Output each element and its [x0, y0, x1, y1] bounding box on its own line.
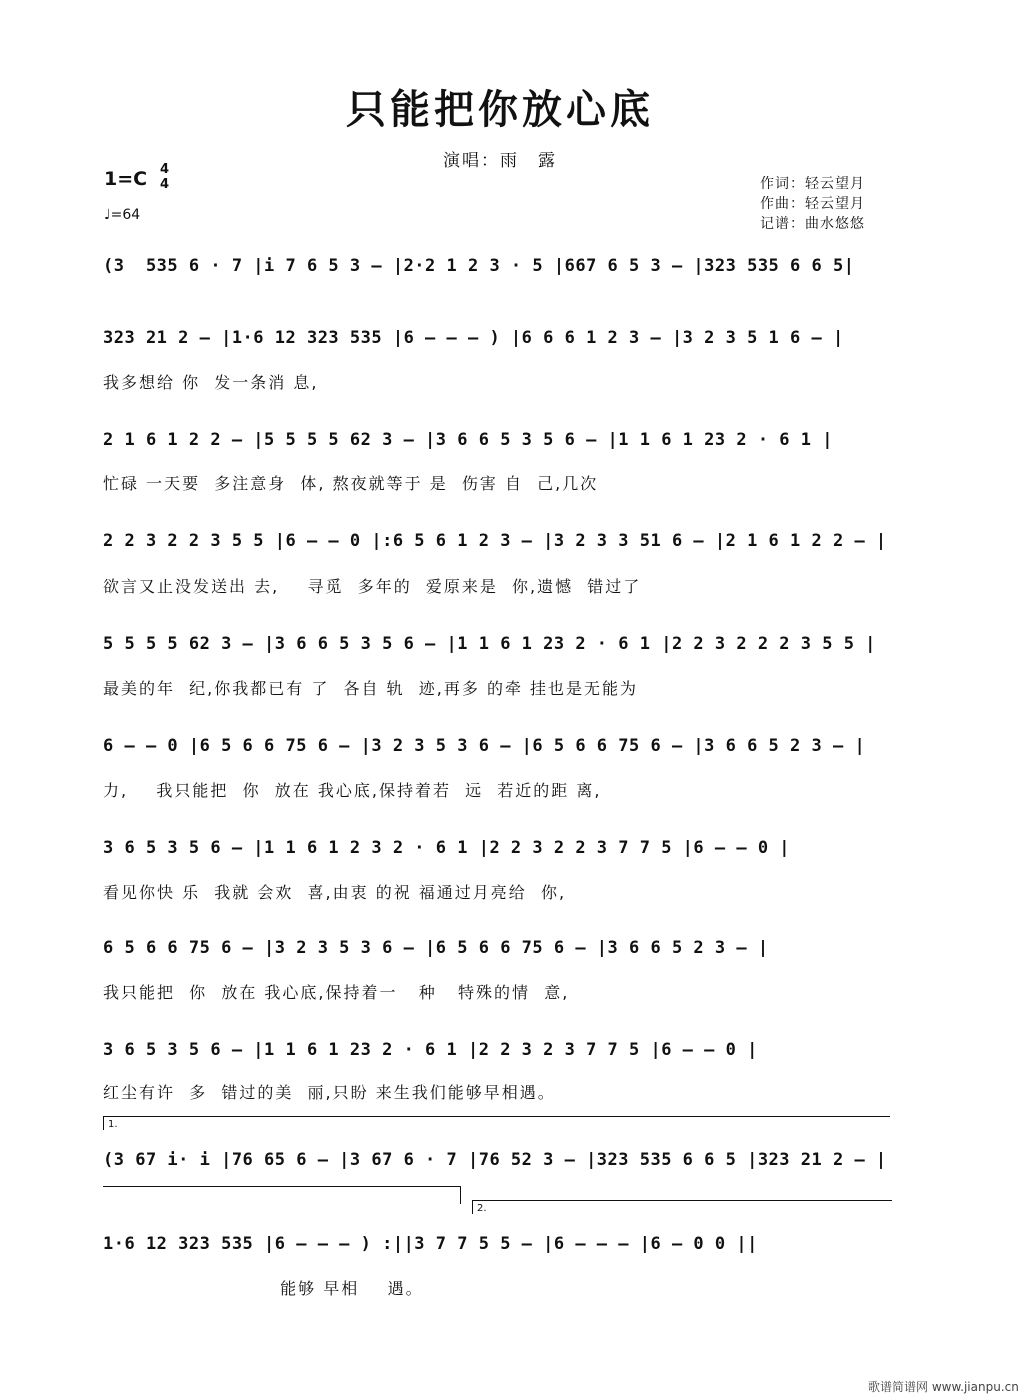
notation-line-5: 5 5 5 5 62 3 – |3 6 6 5 3 5 6 – |1 1 6 1 23 2 · 6 1 |2 2 3 2 2 2 3 5 5 | — [103, 634, 876, 654]
volta-2-tick — [472, 1200, 473, 1214]
volta-1-continuation — [103, 1186, 460, 1187]
song-title: 只能把你放心底 — [346, 87, 654, 133]
credits-block — [760, 174, 865, 234]
notation-line-9: 3 6 5 3 5 6 – |1 1 6 1 23 2 · 6 1 |2 2 3 2 3 7 7 5 |6 – – 0 | — [103, 1040, 758, 1060]
transcriber-credit: 记谱：曲水悠悠 — [760, 216, 865, 232]
singer-credit: 演唱：雨 露 — [443, 151, 557, 171]
volta-1-tick — [103, 1116, 104, 1130]
notation-line-1: (3 535 6 · 7 |i 7 6 5 3 – |2·2 1 2 3 · 5 |667 6 5 3 – |323 535 6 6 5| — [103, 256, 855, 276]
volta-1-bracket — [103, 1116, 890, 1117]
volta-2-bracket — [472, 1200, 892, 1201]
notation-line-11: 1·6 12 323 535 |6 – – – ) :||3 7 7 5 5 – |6 – – – |6 – 0 0 || — [103, 1234, 758, 1254]
notation-line-2: 323 21 2 – |1·6 12 323 535 |6 – – – ) |6 6 6 1 2 3 – |3 2 3 5 1 6 – | — [103, 328, 844, 348]
volta-1-end-tick — [460, 1186, 461, 1204]
notation-line-10: (3 67 i· i |76 65 6 – |3 67 6 · 7 |76 52 3 – |323 535 6 6 5 |323 21 2 – | — [103, 1150, 887, 1170]
notation-line-3: 2 1 6 1 2 2 – |5 5 5 5 62 3 – |3 6 6 5 3 5 6 – |1 1 6 1 23 2 · 6 1 | — [103, 430, 833, 450]
lyric-line-7: 看见你快 乐 我就 会欢 喜,由衷 的祝 福通过月亮给 你, — [103, 883, 567, 902]
tempo-marking: ♩=64 — [104, 207, 141, 223]
notation-line-8: 6 5 6 6 75 6 – |3 2 3 5 3 6 – |6 5 6 6 75 6 – |3 6 6 5 2 3 – | — [103, 938, 769, 958]
lyric-line-5: 最美的年 纪,你我都已有 了 各自 轨 迹,再多 的牵 挂也是无能为 — [103, 679, 639, 698]
volta-2-label: 2. — [477, 1203, 487, 1214]
notation-line-6: 6 – – 0 |6 5 6 6 75 6 – |3 2 3 5 3 6 – |6 5 6 6 75 6 – |3 6 6 5 2 3 – | — [103, 736, 866, 756]
time-signature-bottom: 4 — [160, 177, 170, 192]
site-watermark: 歌谱简谱网 www.jianpu.cn — [868, 1380, 1019, 1394]
volta-1-label: 1. — [108, 1119, 118, 1130]
lyricist-credit: 作词：轻云望月 — [760, 176, 865, 192]
lyric-line-9: 红尘有许 多 错过的美 丽,只盼 来生我们能够早相遇。 — [103, 1083, 556, 1102]
lyric-line-6: 力, 我只能把 你 放在 我心底,保持着若 远 若近的距 离, — [103, 781, 602, 800]
lyric-line-2: 我多想给 你 发一条消 息, — [103, 373, 319, 392]
key-signature: 1=C — [104, 168, 148, 190]
notation-line-4: 2 2 3 2 2 3 5 5 |6 – – 0 |:6 5 6 1 2 3 – |3 2 3 3 51 6 – |2 1 6 1 2 2 – | — [103, 531, 887, 551]
composer-credit: 作曲：轻云望月 — [760, 196, 865, 212]
notation-line-7: 3 6 5 3 5 6 – |1 1 6 1 2 3 2 · 6 1 |2 2 3 2 2 3 7 7 5 |6 – – 0 | — [103, 838, 791, 858]
lyric-line-8: 我只能把 你 放在 我心底,保持着一 种 特殊的情 意, — [103, 983, 570, 1002]
time-signature-top: 4 — [160, 162, 170, 177]
lyric-line-4: 欲言又止没发送出 去, 寻觅 多年的 爱原来是 你,遗憾 错过了 — [103, 577, 642, 596]
lyric-line-3: 忙碌 一天要 多注意身 体, 熬夜就等于 是 伤害 自 己,几次 — [103, 474, 599, 493]
lyric-line-11: 能够 早相 遇。 — [103, 1279, 424, 1298]
time-signature — [160, 162, 169, 192]
